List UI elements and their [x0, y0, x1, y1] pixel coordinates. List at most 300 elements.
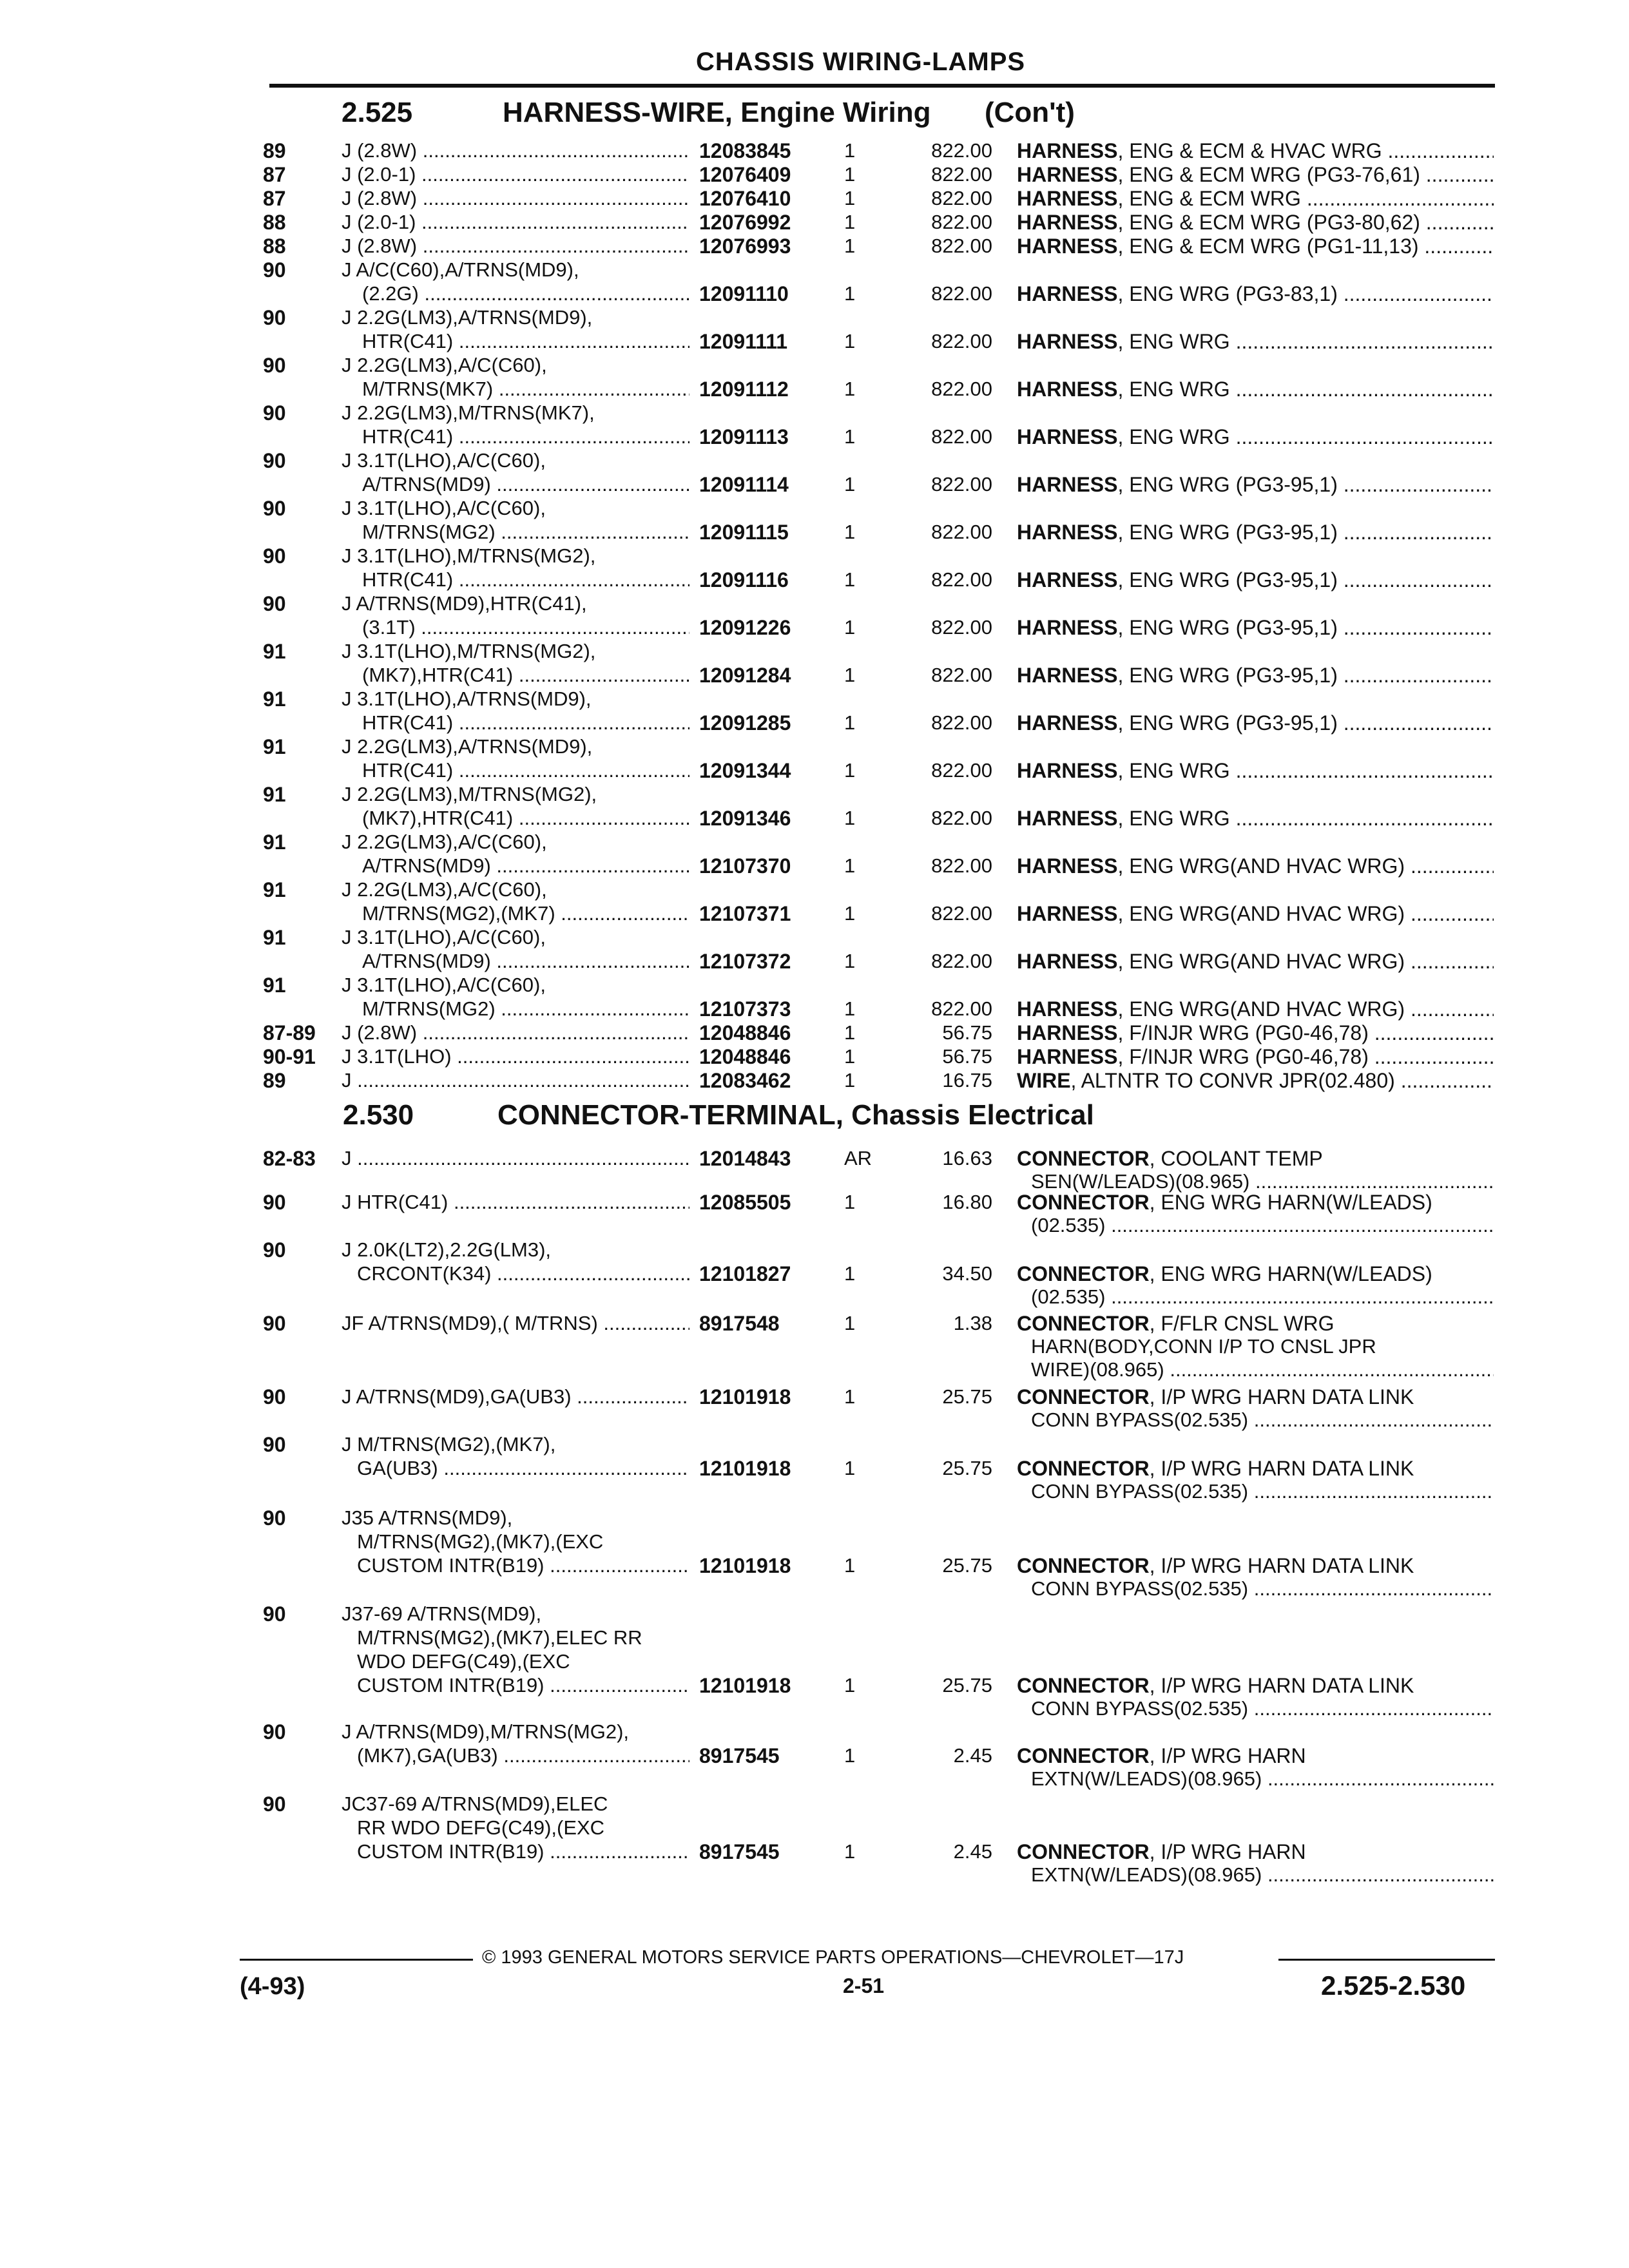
- list-item: [0, 878, 1629, 926]
- price: 822.00: [931, 378, 992, 400]
- list-item: [0, 1506, 1629, 1600]
- part-number: 12048846: [699, 1045, 791, 1068]
- part-description: [1017, 1312, 1494, 1336]
- part-name: HARNESS: [1017, 950, 1118, 973]
- part-name: CONNECTOR: [1017, 1147, 1150, 1170]
- application-line: J 3.1T(LHO),A/C(C60),: [342, 926, 546, 948]
- model-year: 90: [263, 449, 286, 472]
- list-item: [0, 735, 1629, 783]
- part-number: 12101827: [699, 1262, 791, 1285]
- application-line: HTR(C41) .....: [342, 711, 689, 735]
- application-line: J (2.8W) .....: [342, 139, 689, 162]
- application-line: J 3.1T(LHO),A/C(C60),: [342, 497, 546, 519]
- part-name: CONNECTOR: [1017, 1674, 1150, 1697]
- application-line: GA(UB3) .....: [342, 1457, 689, 1480]
- part-description: [1017, 902, 1494, 926]
- price: 25.75: [942, 1385, 992, 1408]
- list-item: [0, 1021, 1629, 1045]
- application-line: HTR(C41) .....: [342, 568, 689, 591]
- part-detail: , I/P WRG HARN: [1149, 1840, 1306, 1863]
- part-number: 12091113: [699, 425, 789, 448]
- part-detail: , ENG WRG(AND HVAC WRG): [1117, 902, 1405, 925]
- application-line: J 3.1T(LHO) .....: [342, 1045, 689, 1068]
- part-description-cont: WIRE)(08.965) .....: [1031, 1358, 1494, 1381]
- part-detail: , ENG WRG (PG3-95,1): [1117, 568, 1338, 591]
- model-year: 91: [263, 974, 286, 997]
- part-description: [1017, 1021, 1494, 1045]
- part-description-cont: HARN(BODY,CONN I/P TO CNSL JPR: [1031, 1335, 1376, 1358]
- part-detail: , ALTNTR TO CONVR JPR(02.480): [1070, 1069, 1395, 1092]
- model-year: 90: [263, 1433, 286, 1456]
- model-year: 90: [263, 354, 286, 377]
- quantity: 1: [844, 1191, 856, 1213]
- part-description: [1017, 1554, 1494, 1578]
- list-item: [0, 1602, 1629, 1720]
- part-detail: , I/P WRG HARN DATA LINK: [1149, 1457, 1414, 1480]
- price: 822.00: [931, 807, 992, 829]
- quantity: 1: [844, 139, 856, 162]
- part-number: 12091110: [699, 282, 789, 305]
- part-number: 12083462: [699, 1069, 791, 1092]
- price: 822.00: [931, 759, 992, 782]
- model-year: 90: [263, 1238, 286, 1262]
- part-detail: , F/INJR WRG (PG0-46,78): [1117, 1045, 1369, 1068]
- part-detail: , ENG & ECM & HVAC WRG: [1117, 139, 1382, 162]
- model-year: 90: [263, 497, 286, 520]
- list-item: [0, 640, 1629, 687]
- part-number: 12091115: [699, 521, 789, 544]
- quantity: 1: [844, 664, 856, 686]
- application-line: J 2.2G(LM3),A/TRNS(MD9),: [342, 735, 593, 758]
- application-line: J37-69 A/TRNS(MD9),: [342, 1602, 542, 1625]
- part-detail: , ENG WRG (PG3-95,1): [1117, 616, 1338, 639]
- part-description-cont: CONN BYPASS(02.535) .....: [1031, 1697, 1494, 1720]
- price: 16.63: [942, 1147, 992, 1169]
- application-line: J M/TRNS(MG2),(MK7),: [342, 1433, 556, 1456]
- model-year: 87-89: [263, 1021, 316, 1044]
- part-detail: , I/P WRG HARN: [1149, 1744, 1306, 1767]
- part-description: [1017, 854, 1494, 878]
- part-number: 12107370: [699, 854, 791, 878]
- list-item: [0, 1385, 1629, 1433]
- part-number: 8917548: [699, 1312, 780, 1335]
- part-number: 12101918: [699, 1554, 791, 1577]
- list-item: [0, 449, 1629, 497]
- quantity: 1: [844, 1674, 856, 1696]
- part-description: [1017, 1385, 1494, 1409]
- list-item: [0, 974, 1629, 1021]
- list-item: [0, 1312, 1629, 1383]
- price: 822.00: [931, 139, 992, 162]
- quantity: 1: [844, 187, 856, 209]
- price: 822.00: [931, 854, 992, 877]
- part-name: CONNECTOR: [1017, 1840, 1150, 1863]
- footer-page-number: 2-51: [843, 1974, 885, 1997]
- price: 822.00: [931, 235, 992, 257]
- quantity: 1: [844, 473, 856, 495]
- application-line: J (2.0-1) .....: [342, 211, 689, 234]
- quantity: 1: [844, 330, 856, 352]
- application-line: J 2.2G(LM3),M/TRNS(MG2),: [342, 783, 597, 805]
- application-line: HTR(C41) .....: [342, 759, 689, 782]
- quantity: 1: [844, 616, 856, 639]
- part-name: HARNESS: [1017, 235, 1118, 258]
- price: 822.00: [931, 664, 992, 686]
- part-detail: , ENG WRG(AND HVAC WRG): [1117, 854, 1405, 878]
- price: 822.00: [931, 187, 992, 209]
- part-name: HARNESS: [1017, 1021, 1118, 1044]
- application-line: J HTR(C41) .....: [342, 1191, 689, 1214]
- part-detail: , ENG WRG: [1117, 807, 1230, 830]
- part-number: 12014843: [699, 1147, 791, 1170]
- model-year: 91: [263, 878, 286, 901]
- part-detail: , ENG WRG HARN(W/LEADS): [1149, 1191, 1432, 1214]
- list-item: [0, 926, 1629, 974]
- quantity: 1: [844, 1021, 856, 1044]
- part-description: [1017, 139, 1494, 163]
- quantity: 1: [844, 950, 856, 972]
- application-line: J 3.1T(LHO),A/C(C60),: [342, 449, 546, 472]
- application-line: CUSTOM INTR(B19) .....: [342, 1674, 689, 1697]
- list-item: [0, 1238, 1629, 1308]
- application-line: J 2.2G(LM3),A/C(C60),: [342, 354, 547, 376]
- part-detail: , F/FLR CNSL WRG: [1149, 1312, 1335, 1335]
- application-line: A/TRNS(MD9) .....: [342, 473, 689, 496]
- part-name: HARNESS: [1017, 282, 1118, 305]
- application-line: J 2.2G(LM3),M/TRNS(MK7),: [342, 401, 595, 424]
- application-line: M/TRNS(MG2) .....: [342, 521, 689, 544]
- part-description: [1017, 1262, 1494, 1286]
- quantity: 1: [844, 1385, 856, 1408]
- quantity: 1: [844, 282, 856, 305]
- application-line: J (2.8W) .....: [342, 1021, 689, 1044]
- part-description: [1017, 1457, 1494, 1481]
- quantity: 1: [844, 521, 856, 543]
- application-line: J 3.1T(LHO),M/TRNS(MG2),: [342, 544, 596, 567]
- application-line: J A/TRNS(MD9),GA(UB3) .....: [342, 1385, 689, 1408]
- price: 822.00: [931, 211, 992, 233]
- quantity: AR: [844, 1147, 872, 1169]
- quantity: 1: [844, 163, 856, 186]
- part-description: [1017, 568, 1494, 592]
- part-number: 12091284: [699, 664, 791, 687]
- application-line: M/TRNS(MG2) .....: [342, 997, 689, 1021]
- part-number: 8917545: [699, 1744, 780, 1767]
- part-name: CONNECTOR: [1017, 1312, 1150, 1335]
- list-item: [0, 258, 1629, 306]
- part-description-cont: CONN BYPASS(02.535) .....: [1031, 1480, 1494, 1503]
- part-number: 12076992: [699, 211, 791, 234]
- list-item: [0, 1045, 1629, 1069]
- part-description: [1017, 1674, 1494, 1698]
- part-number: 12076993: [699, 235, 791, 258]
- part-description: [1017, 711, 1494, 735]
- price: 822.00: [931, 473, 992, 495]
- part-name: HARNESS: [1017, 378, 1118, 401]
- part-number: 12091114: [699, 473, 789, 496]
- page-header-title: CHASSIS WIRING-LAMPS: [696, 48, 1026, 76]
- list-item: [0, 139, 1629, 163]
- part-detail: , ENG WRG(AND HVAC WRG): [1117, 997, 1405, 1021]
- footer-copyright: © 1993 GENERAL MOTORS SERVICE PARTS OPERATIONS—CHEVROLET—17J: [482, 1947, 1184, 1968]
- part-detail: , ENG WRG (PG3-95,1): [1117, 521, 1338, 544]
- part-description: [1017, 997, 1494, 1021]
- model-year: 90: [263, 1720, 286, 1744]
- application-line: CUSTOM INTR(B19) .....: [342, 1554, 689, 1577]
- application-line: M/TRNS(MG2),(MK7) .....: [342, 902, 689, 925]
- application-line: (MK7),GA(UB3) .....: [342, 1744, 689, 1767]
- part-number: 12076409: [699, 163, 791, 186]
- model-year: 91: [263, 640, 286, 663]
- quantity: 1: [844, 568, 856, 591]
- part-description: [1017, 807, 1494, 831]
- part-number: 12107373: [699, 997, 791, 1021]
- part-detail: , ENG & ECM WRG (PG3-80,62): [1117, 211, 1420, 234]
- part-detail: , ENG & ECM WRG (PG3-76,61): [1117, 163, 1420, 186]
- part-detail: , ENG & ECM WRG (PG1-11,13): [1117, 235, 1419, 258]
- price: 822.00: [931, 950, 992, 972]
- model-year: 91: [263, 687, 286, 711]
- part-name: CONNECTOR: [1017, 1554, 1150, 1577]
- price: 1.38: [953, 1312, 992, 1334]
- part-description: [1017, 187, 1494, 211]
- application-line: HTR(C41) .....: [342, 425, 689, 448]
- part-description: [1017, 616, 1494, 640]
- list-item: [0, 1433, 1629, 1503]
- quantity: 1: [844, 902, 856, 925]
- price: 822.00: [931, 997, 992, 1020]
- part-detail: , ENG WRG HARN(W/LEADS): [1149, 1262, 1432, 1285]
- application-line: A/TRNS(MD9) .....: [342, 950, 689, 973]
- model-year: 89: [263, 1069, 286, 1092]
- model-year: 87: [263, 187, 286, 210]
- list-item: [0, 831, 1629, 878]
- price: 25.75: [942, 1674, 992, 1696]
- part-detail: , ENG WRG (PG3-95,1): [1117, 711, 1338, 735]
- quantity: 1: [844, 378, 856, 400]
- model-year: 88: [263, 211, 286, 234]
- application-line: M/TRNS(MG2),(MK7),ELEC RR: [357, 1626, 642, 1649]
- part-description: [1017, 1744, 1494, 1768]
- quantity: 1: [844, 1262, 856, 1285]
- footer-date: (4-93): [240, 1973, 305, 2000]
- part-name: HARNESS: [1017, 521, 1118, 544]
- part-name: CONNECTOR: [1017, 1457, 1150, 1480]
- price: 822.00: [931, 330, 992, 352]
- price: 56.75: [942, 1045, 992, 1068]
- application-line: JF A/TRNS(MD9),( M/TRNS) .....: [342, 1312, 689, 1335]
- part-number: 12091285: [699, 711, 791, 735]
- list-item: [0, 544, 1629, 592]
- part-description: [1017, 235, 1494, 258]
- part-detail: , F/INJR WRG (PG0-46,78): [1117, 1021, 1369, 1044]
- model-year: 90: [263, 258, 286, 282]
- part-detail: , ENG WRG (PG3-95,1): [1117, 473, 1338, 496]
- part-name: HARNESS: [1017, 997, 1118, 1021]
- part-description: [1017, 473, 1494, 497]
- part-name: HARNESS: [1017, 330, 1118, 353]
- quantity: 1: [844, 1457, 856, 1479]
- footer-rule-left: [240, 1959, 473, 1961]
- application-line: J35 A/TRNS(MD9),: [342, 1506, 513, 1529]
- part-detail: , I/P WRG HARN DATA LINK: [1149, 1674, 1414, 1697]
- part-name: HARNESS: [1017, 664, 1118, 687]
- price: 2.45: [953, 1840, 992, 1863]
- list-item: [0, 1147, 1629, 1195]
- part-description: [1017, 1069, 1494, 1093]
- model-year: 90: [263, 544, 286, 568]
- part-description: [1017, 378, 1494, 401]
- application-line: CUSTOM INTR(B19) .....: [342, 1840, 689, 1863]
- price: 16.75: [942, 1069, 992, 1091]
- part-name: WIRE: [1017, 1069, 1071, 1092]
- model-year: 88: [263, 235, 286, 258]
- part-detail: , I/P WRG HARN DATA LINK: [1149, 1554, 1414, 1577]
- model-year: 90: [263, 306, 286, 329]
- part-number: 12091226: [699, 616, 791, 639]
- part-name: HARNESS: [1017, 211, 1118, 234]
- application-line: J .....: [342, 1147, 689, 1170]
- list-item: [0, 592, 1629, 640]
- part-number: 12101918: [699, 1674, 791, 1697]
- list-item: [0, 306, 1629, 354]
- list-item: [0, 687, 1629, 735]
- part-name: CONNECTOR: [1017, 1191, 1150, 1214]
- application-line: J (2.8W) .....: [342, 235, 689, 258]
- application-line: (3.1T) .....: [342, 616, 689, 639]
- part-name: HARNESS: [1017, 473, 1118, 496]
- application-line: A/TRNS(MD9) .....: [342, 854, 689, 878]
- part-number: 12091346: [699, 807, 791, 830]
- list-item: [0, 211, 1629, 235]
- part-number: 12107371: [699, 902, 791, 925]
- model-year: 90: [263, 1792, 286, 1816]
- part-number: 12101918: [699, 1457, 791, 1480]
- list-item: [0, 187, 1629, 211]
- price: 25.75: [942, 1457, 992, 1479]
- header-rule: [269, 84, 1495, 88]
- quantity: 1: [844, 1840, 856, 1863]
- part-detail: , ENG WRG: [1117, 425, 1230, 448]
- quantity: 1: [844, 425, 856, 448]
- part-name: HARNESS: [1017, 807, 1118, 830]
- part-description: [1017, 950, 1494, 974]
- application-line: J 3.1T(LHO),M/TRNS(MG2),: [342, 640, 596, 662]
- part-description: [1017, 425, 1494, 449]
- application-line: (2.2G) .....: [342, 282, 689, 305]
- part-number: 12091116: [699, 568, 789, 591]
- list-item: [0, 235, 1629, 258]
- section-title: CONNECTOR-TERMINAL, Chassis Electrical: [497, 1099, 1094, 1131]
- price: 822.00: [931, 521, 992, 543]
- list-item: [0, 1792, 1629, 1886]
- model-year: 91: [263, 926, 286, 949]
- application-line: M/TRNS(MK7) .....: [342, 378, 689, 401]
- application-line: M/TRNS(MG2),(MK7),(EXC: [357, 1530, 604, 1553]
- section-number: 2.525: [342, 97, 413, 128]
- part-description: [1017, 163, 1494, 187]
- list-item: [0, 1191, 1629, 1238]
- part-description-cont: EXTN(W/LEADS)(08.965) .....: [1031, 1767, 1494, 1791]
- part-description: [1017, 521, 1494, 544]
- part-number: 12076410: [699, 187, 791, 210]
- model-year: 87: [263, 163, 286, 186]
- part-description: [1017, 664, 1494, 687]
- part-number: 8917545: [699, 1840, 780, 1863]
- part-number: 12107372: [699, 950, 791, 973]
- part-number: 12083845: [699, 139, 791, 162]
- price: 16.80: [942, 1191, 992, 1213]
- part-detail: , ENG WRG (PG3-95,1): [1117, 664, 1338, 687]
- model-year: 91: [263, 831, 286, 854]
- price: 822.00: [931, 425, 992, 448]
- application-line: J (2.0-1) .....: [342, 163, 689, 186]
- quantity: 1: [844, 211, 856, 233]
- application-line: J A/C(C60),A/TRNS(MD9),: [342, 258, 579, 281]
- list-item: [0, 783, 1629, 831]
- list-item: [0, 1720, 1629, 1790]
- part-detail: , ENG WRG(AND HVAC WRG): [1117, 950, 1405, 973]
- part-number: 12091111: [699, 330, 788, 353]
- application-line: HTR(C41) .....: [342, 330, 689, 353]
- quantity: 1: [844, 1554, 856, 1577]
- quantity: 1: [844, 1744, 856, 1767]
- part-name: HARNESS: [1017, 568, 1118, 591]
- application-line: J (2.8W) .....: [342, 187, 689, 210]
- quantity: 1: [844, 807, 856, 829]
- part-name: HARNESS: [1017, 759, 1118, 782]
- part-detail: , ENG WRG: [1117, 378, 1230, 401]
- list-item: [0, 163, 1629, 187]
- part-name: CONNECTOR: [1017, 1744, 1150, 1767]
- part-name: HARNESS: [1017, 187, 1118, 210]
- price: 56.75: [942, 1021, 992, 1044]
- price: 2.45: [953, 1744, 992, 1767]
- list-item: [0, 401, 1629, 449]
- model-year: 82-83: [263, 1147, 316, 1170]
- part-detail: , COOLANT TEMP: [1149, 1147, 1323, 1170]
- application-line: J 2.2G(LM3),A/TRNS(MD9),: [342, 306, 593, 329]
- part-name: HARNESS: [1017, 711, 1118, 735]
- price: 25.75: [942, 1554, 992, 1577]
- quantity: 1: [844, 711, 856, 734]
- application-line: RR WDO DEFG(C49),(EXC: [357, 1816, 605, 1839]
- part-description: [1017, 759, 1494, 783]
- model-year: 90: [263, 1602, 286, 1626]
- application-line: J A/TRNS(MD9),M/TRNS(MG2),: [342, 1720, 630, 1743]
- quantity: 1: [844, 235, 856, 257]
- part-detail: , I/P WRG HARN DATA LINK: [1149, 1385, 1414, 1408]
- part-description: [1017, 211, 1494, 235]
- part-description: [1017, 330, 1494, 354]
- model-year: 89: [263, 139, 286, 162]
- model-year: 90: [263, 401, 286, 425]
- quantity: 1: [844, 854, 856, 877]
- section-continued: (Con't): [985, 97, 1075, 128]
- quantity: 1: [844, 1069, 856, 1091]
- part-detail: , ENG & ECM WRG: [1117, 187, 1301, 210]
- footer-section-range: 2.525-2.530: [1321, 1970, 1466, 2001]
- part-name: HARNESS: [1017, 425, 1118, 448]
- model-year: 90: [263, 1191, 286, 1214]
- section-number: 2.530: [343, 1099, 414, 1131]
- price: 822.00: [931, 616, 992, 639]
- model-year: 90: [263, 1385, 286, 1408]
- part-detail: , ENG WRG: [1117, 759, 1230, 782]
- list-item: [0, 1069, 1629, 1093]
- application-line: (MK7),HTR(C41) .....: [342, 807, 689, 830]
- price: 34.50: [942, 1262, 992, 1285]
